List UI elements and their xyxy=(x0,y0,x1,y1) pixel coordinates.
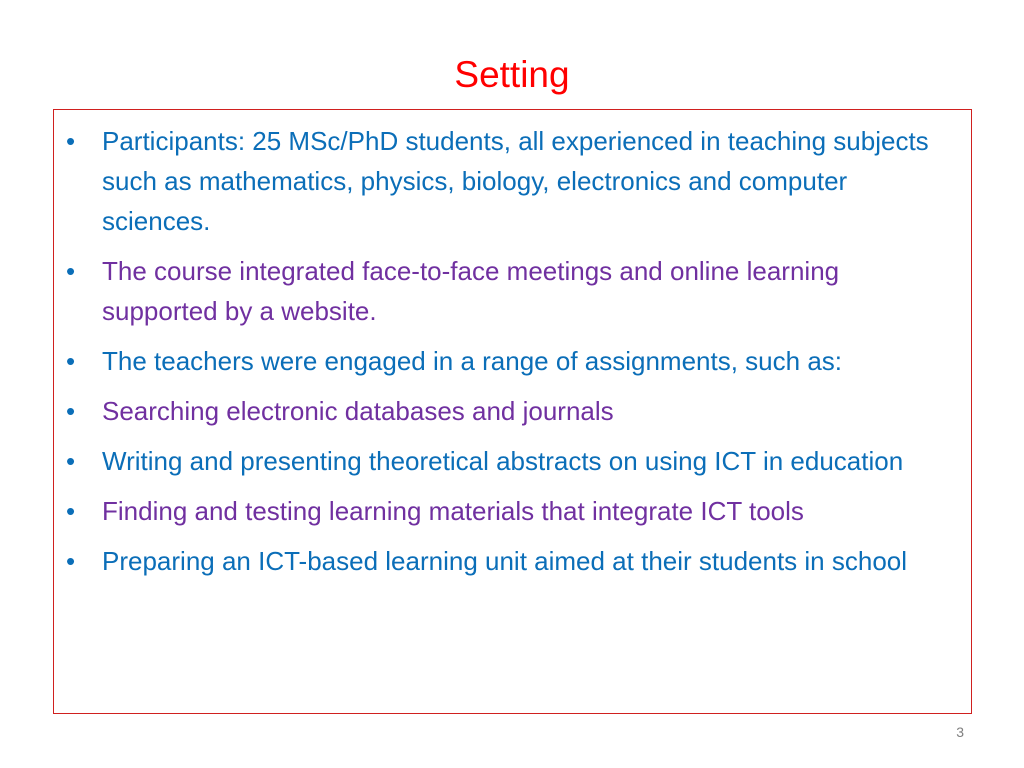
bullet-item xyxy=(64,121,954,241)
bullet-dot-icon: • xyxy=(66,346,76,376)
bullet-dot-icon: • xyxy=(66,396,76,426)
bullet-text: Writing and presenting theoretical abstracts on using ICT in education xyxy=(102,446,904,476)
bullet-item xyxy=(64,391,954,431)
bullet-list xyxy=(64,121,954,591)
bullet-text: Participants: 25 MSc/PhD students, all experienced in teaching subjects such as mathematics, physics, biology, electronics and computer sciences. xyxy=(102,126,929,236)
bullet-item xyxy=(64,491,954,531)
content-box xyxy=(53,109,972,714)
bullet-item xyxy=(64,441,954,481)
bullet-dot-icon: • xyxy=(66,446,76,476)
bullet-text: The course integrated face-to-face meetings and online learning supported by a website. xyxy=(102,256,840,326)
bullet-dot-icon: • xyxy=(66,256,76,286)
page-number: 3 xyxy=(956,724,964,740)
bullet-item xyxy=(64,341,954,381)
bullet-text: Preparing an ICT-based learning unit aimed at their students in school xyxy=(102,546,908,576)
bullet-text: Finding and testing learning materials that integrate ICT tools xyxy=(102,496,804,526)
bullet-dot-icon: • xyxy=(66,496,76,526)
bullet-dot-icon: • xyxy=(66,546,76,576)
bullet-text: Searching electronic databases and journals xyxy=(102,396,614,426)
bullet-dot-icon: • xyxy=(66,126,76,156)
bullet-item xyxy=(64,541,954,581)
bullet-text: The teachers were engaged in a range of assignments, such as: xyxy=(102,346,842,376)
slide-title: Setting xyxy=(454,54,570,95)
bullet-item xyxy=(64,251,954,331)
